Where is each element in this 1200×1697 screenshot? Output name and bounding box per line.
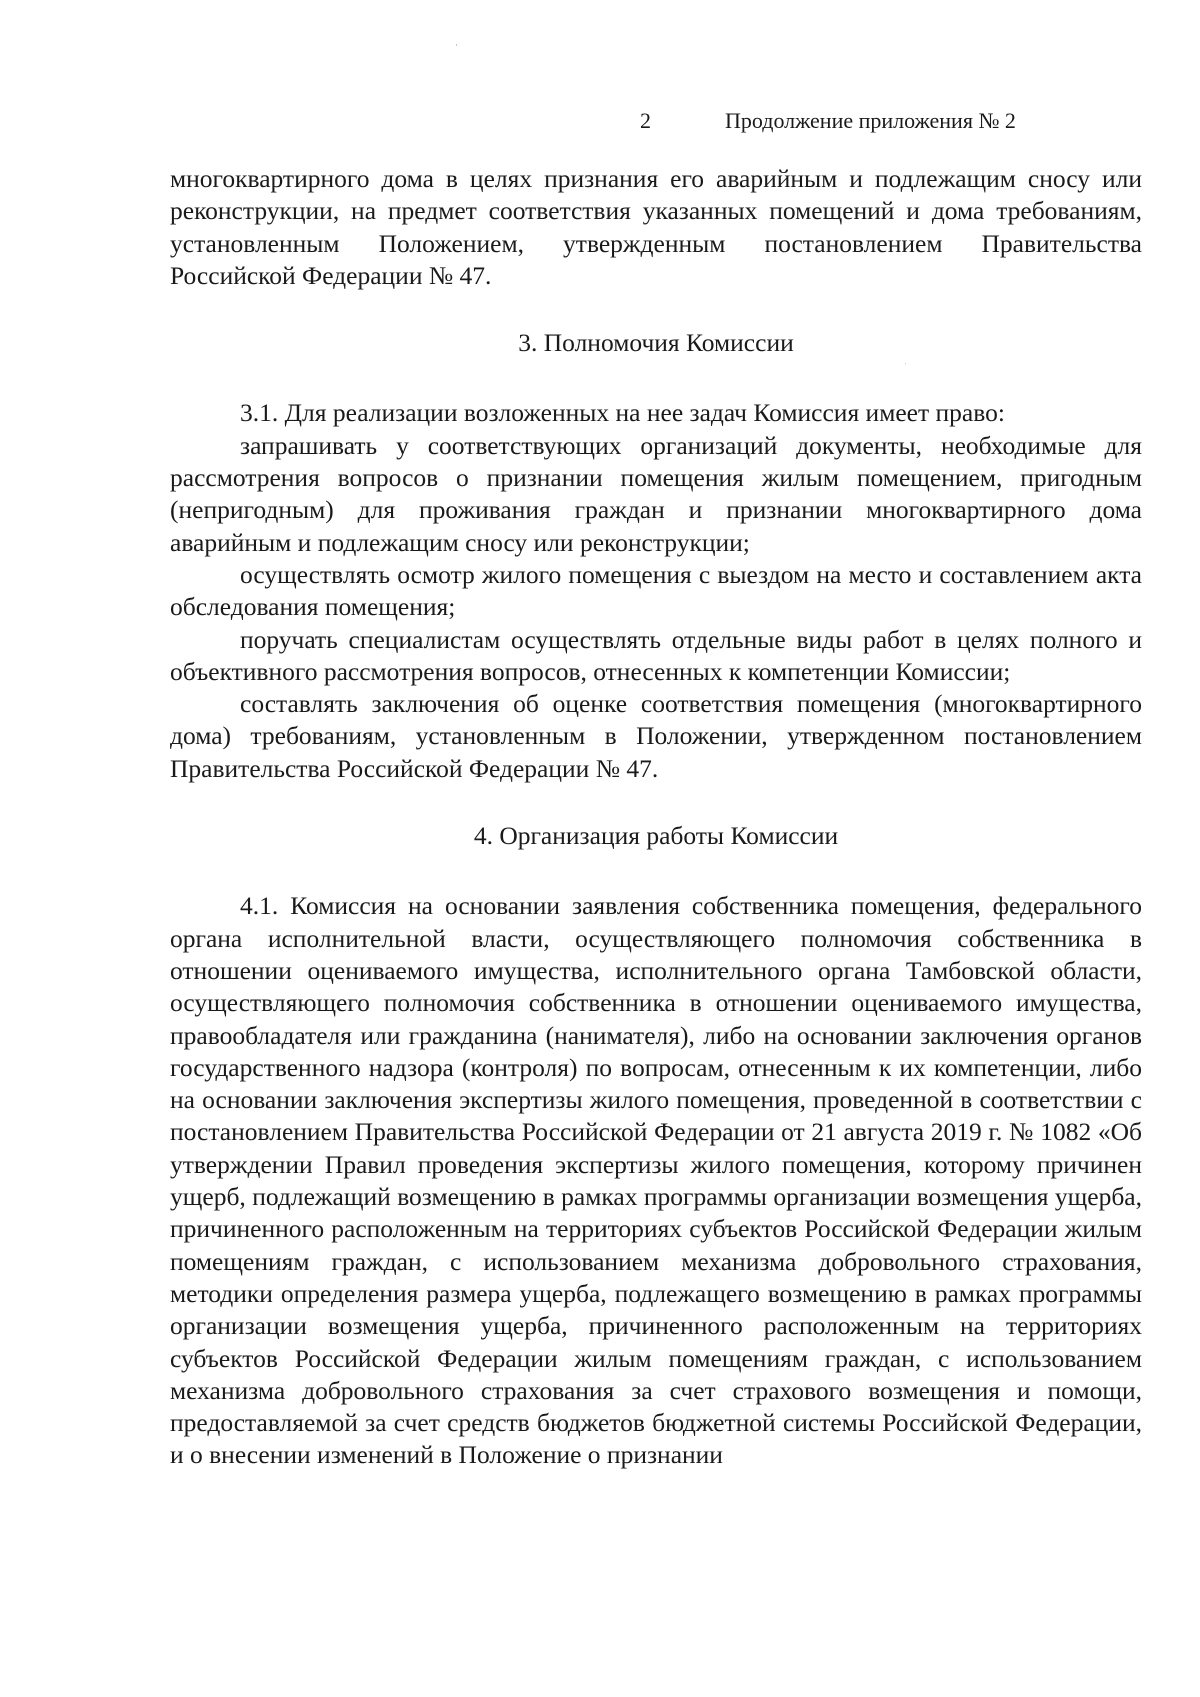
document-body — [170, 163, 1142, 1472]
scan-speck — [905, 363, 906, 364]
intro-paragraph: многоквартирного дома в целях признания его аварийным и подлежащим сносу или реконструкции, на предмет соответствия указанных помещений и дома требованиям, установленным Положением, утвержденным постановлением Правительства Российской Федерации № 47. — [170, 164, 1142, 290]
page-number: 2 — [640, 108, 651, 133]
section-3-paragraph-2: запрашивать у соответствующих организаций документы, необходимые для рассмотрения вопросов о признании помещения жилым помещением, пригодным (непригодным) для проживания граждан и признании многоквартирного дома аварийным и подлежащим сносу или реконструкции; — [170, 430, 1142, 557]
section-4-paragraph-1: 4.1. Комиссия на основании заявления собственника помещения, федерального органа исполнительной власти, осуществляющего полномочия собственника в отношении оцениваемого имущества, исполнительного органа Тамбовской области, осуществляющего полномочия собственника в отношении оцениваемого имущества, правообладателя или гражданина (нанимателя), либо на основании заключения органов государственного надзора (контроля) по вопросам, отнесенным к их компетенции, либо на основании заключения экспертизы жилого помещения, проведенной в соответствии с постановлением Правительства Российской Федерации от 21 августа 2019 г. № 1082 «Об утверждении Правил проведения экспертизы жилого помещения, которому причинен ущерб, подлежащий возмещению в рамках программы организации возмещения ущерба, причиненного расположенным на территориях субъектов Российской Федерации жилым помещениям граждан, с использованием механизма добровольного страхования, методики определения размера ущерба, подлежащего возмещению в рамках программы организации возмещения ущерба, причиненного расположенным на территориях субъектов Российской Федерации жилым помещениям граждан, с использованием механизма добровольного страхования за счет страхового возмещения и помощи, предоставляемой за счет средств бюджетов бюджетной системы Российской Федерации, и о внесении изменений в Положение о признании — [170, 891, 1142, 1470]
section-3-paragraph-5: составлять заключения об оценке соответствия помещения (многоквартирного дома) требованиям, установленным в Положении, утвержденном постановлением Правительства Российской Федерации № 47. — [170, 689, 1142, 783]
page-header — [0, 108, 1200, 142]
section-3-paragraph-1: 3.1. Для реализации возложенных на нее задач Комиссия имеет право: — [240, 398, 1005, 428]
section-3-paragraph-4: поручать специалистам осуществлять отдельные виды работ в целях полного и объективного рассмотрения вопросов, отнесенных к компетенции Комиссии; — [170, 624, 1142, 686]
section-3-paragraph-3: осуществлять осмотр жилого помещения с выездом на место и составлением акта обследования помещения; — [170, 559, 1142, 622]
appendix-continuation-label: Продолжение приложения № 2 — [725, 108, 1016, 133]
section-4-heading: 4. Организация работы Комиссии — [473, 821, 839, 851]
section-3-heading: 3. Полномочия Комиссии — [518, 328, 794, 358]
scan-speck — [456, 44, 457, 46]
